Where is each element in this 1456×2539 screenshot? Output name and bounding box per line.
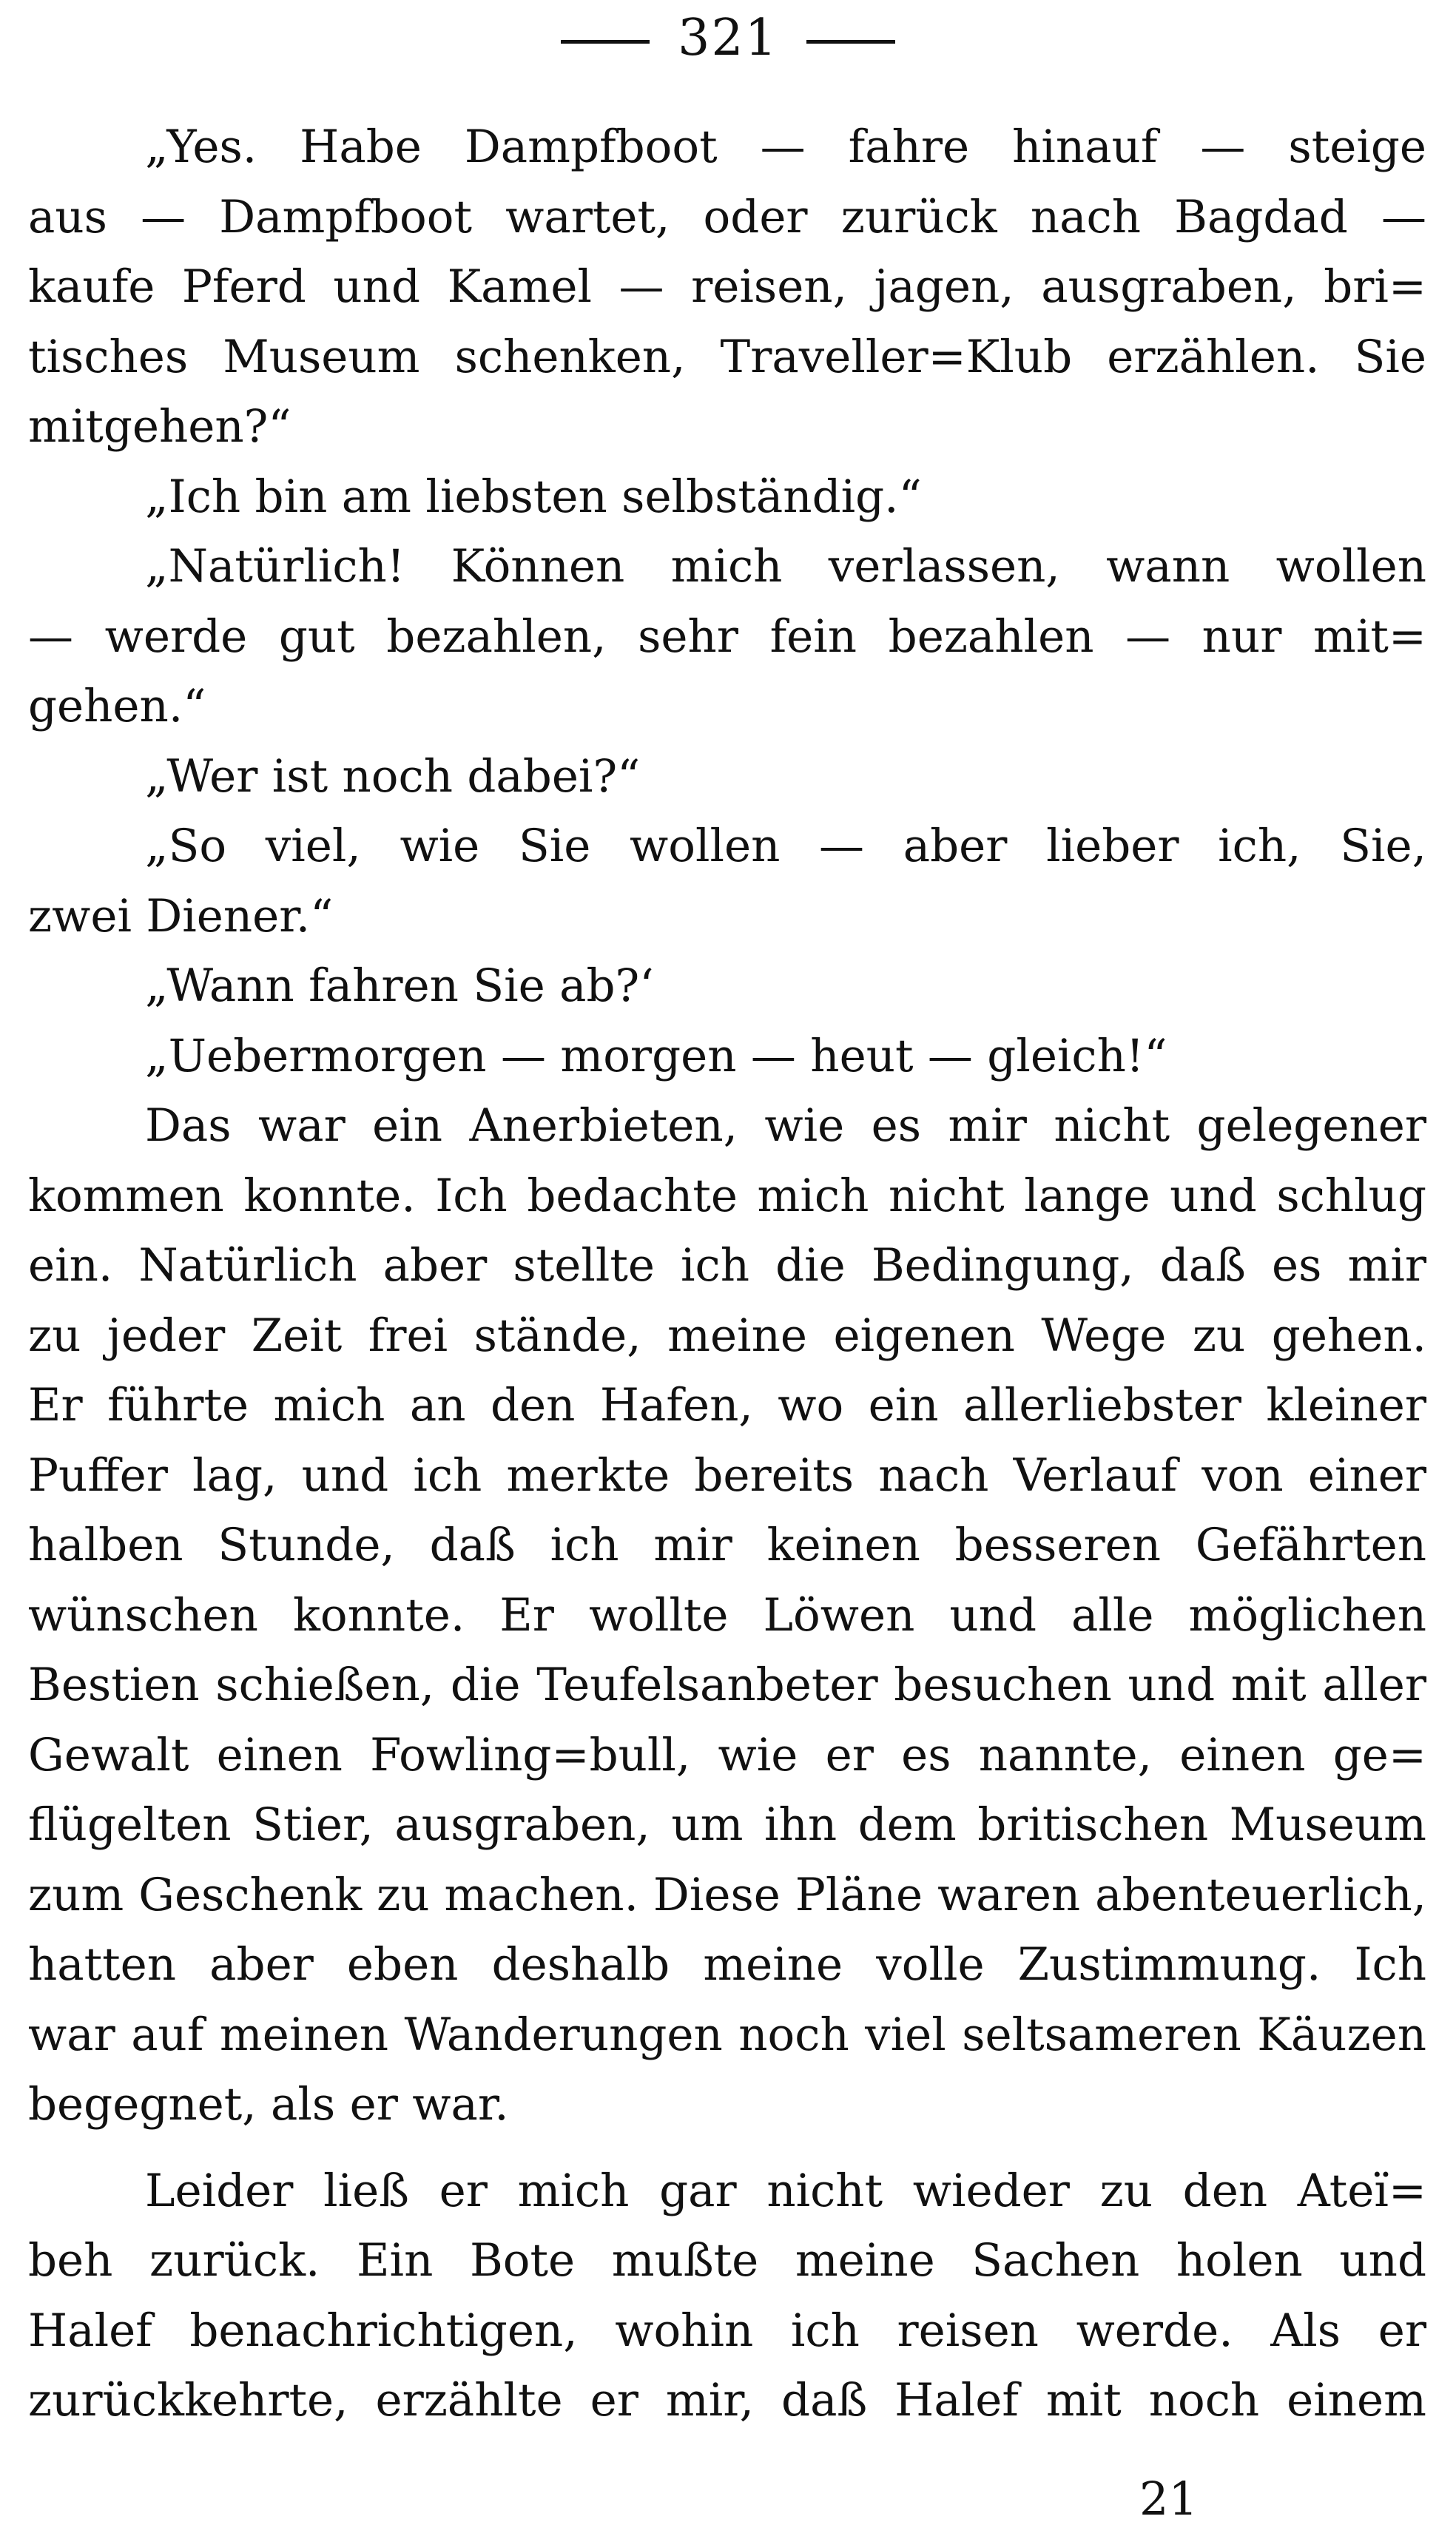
text-line: „Wann fahren Sie ab?‘ bbox=[145, 960, 654, 1012]
text-line: Leider ließ er mich gar nicht wieder zu den Ateï= bbox=[145, 2164, 1426, 2217]
text-line: flügelten Stier, ausgraben, um ihn dem britischen Museum bbox=[28, 1798, 1426, 1851]
text-line: „Uebermorgen — morgen — heut — gleich!“ bbox=[145, 1029, 1167, 1082]
text-line: „So viel, wie Sie wollen — aber lieber ich, Sie, bbox=[145, 820, 1426, 872]
text-line: wünschen konnte. Er wollte Löwen und alle möglichen bbox=[28, 1588, 1426, 1642]
text-line: tisches Museum schenken, Traveller=Klub erzählen. Sie bbox=[28, 330, 1426, 383]
text-line: Er führte mich an den Hafen, wo ein allerliebster kleiner bbox=[28, 1379, 1426, 1432]
page-number: 321 bbox=[678, 9, 778, 67]
text-line: kommen konnte. Ich bedachte mich nicht lange und schlug bbox=[28, 1169, 1426, 1222]
text-line: halben Stunde, daß ich mir keinen besseren Gefährten bbox=[28, 1519, 1426, 1571]
text-line: Das war ein Anerbieten, wie es mir nicht gelegener bbox=[145, 1099, 1426, 1152]
text-line: „Wer ist noch dabei?“ bbox=[145, 749, 641, 803]
text-line: zurückkehrte, erzählte er mir, daß Halef mit noch einem bbox=[28, 2374, 1426, 2427]
text-line: hatten aber eben deshalb meine volle Zustimmung. Ich bbox=[28, 1938, 1426, 1991]
text-line: zu jeder Zeit frei stände, meine eigenen Wege zu gehen. bbox=[28, 1309, 1426, 1362]
signature-mark: 21 bbox=[1139, 2472, 1198, 2526]
text-line: beh zurück. Ein Bote mußte meine Sachen holen und bbox=[28, 2234, 1426, 2287]
text-line: Bestien schießen, die Teufelsanbeter besuchen und mit aller bbox=[28, 1659, 1426, 1711]
text-line: Gewalt einen Fowling=bull, wie er es nannte, einen ge= bbox=[28, 1728, 1426, 1781]
header-dash-left bbox=[561, 40, 650, 44]
text-line: aus — Dampfboot wartet, oder zurück nach Bagdad — bbox=[28, 190, 1426, 243]
text-line: „Natürlich! Können mich verlassen, wann wollen bbox=[145, 540, 1426, 593]
text-line: gehen.“ bbox=[28, 680, 206, 732]
paragraph-gap bbox=[28, 2140, 1426, 2157]
page-header bbox=[0, 9, 1456, 68]
text-line: Halef benachrichtigen, wohin ich reisen werde. Als er bbox=[28, 2304, 1426, 2357]
text-line: war auf meinen Wanderungen noch viel seltsameren Käuzen bbox=[28, 2008, 1426, 2061]
text-line: Puffer lag, und ich merkte bereits nach Verlauf von einer bbox=[28, 1449, 1426, 1502]
text-line: „Ich bin am liebsten selbständig.“ bbox=[145, 470, 922, 523]
text-line: mitgehen?“ bbox=[28, 400, 291, 453]
text-line: „Yes. Habe Dampfboot — fahre hinauf — steige bbox=[145, 121, 1426, 173]
text-line: kaufe Pferd und Kamel — reisen, jagen, ausgraben, bri= bbox=[28, 260, 1426, 313]
text-line: zwei Diener.“ bbox=[28, 889, 334, 943]
body-text bbox=[28, 112, 1426, 2436]
text-line: begegnet, als er war. bbox=[28, 2078, 509, 2131]
text-line: zum Geschenk zu machen. Diese Pläne waren abenteuerlich, bbox=[28, 1868, 1426, 1921]
header-dash-right bbox=[806, 40, 895, 44]
text-line: — werde gut bezahlen, sehr fein bezahlen — nur mit= bbox=[28, 610, 1426, 663]
text-line: ein. Natürlich aber stellte ich die Bedingung, daß es mir bbox=[28, 1239, 1426, 1292]
